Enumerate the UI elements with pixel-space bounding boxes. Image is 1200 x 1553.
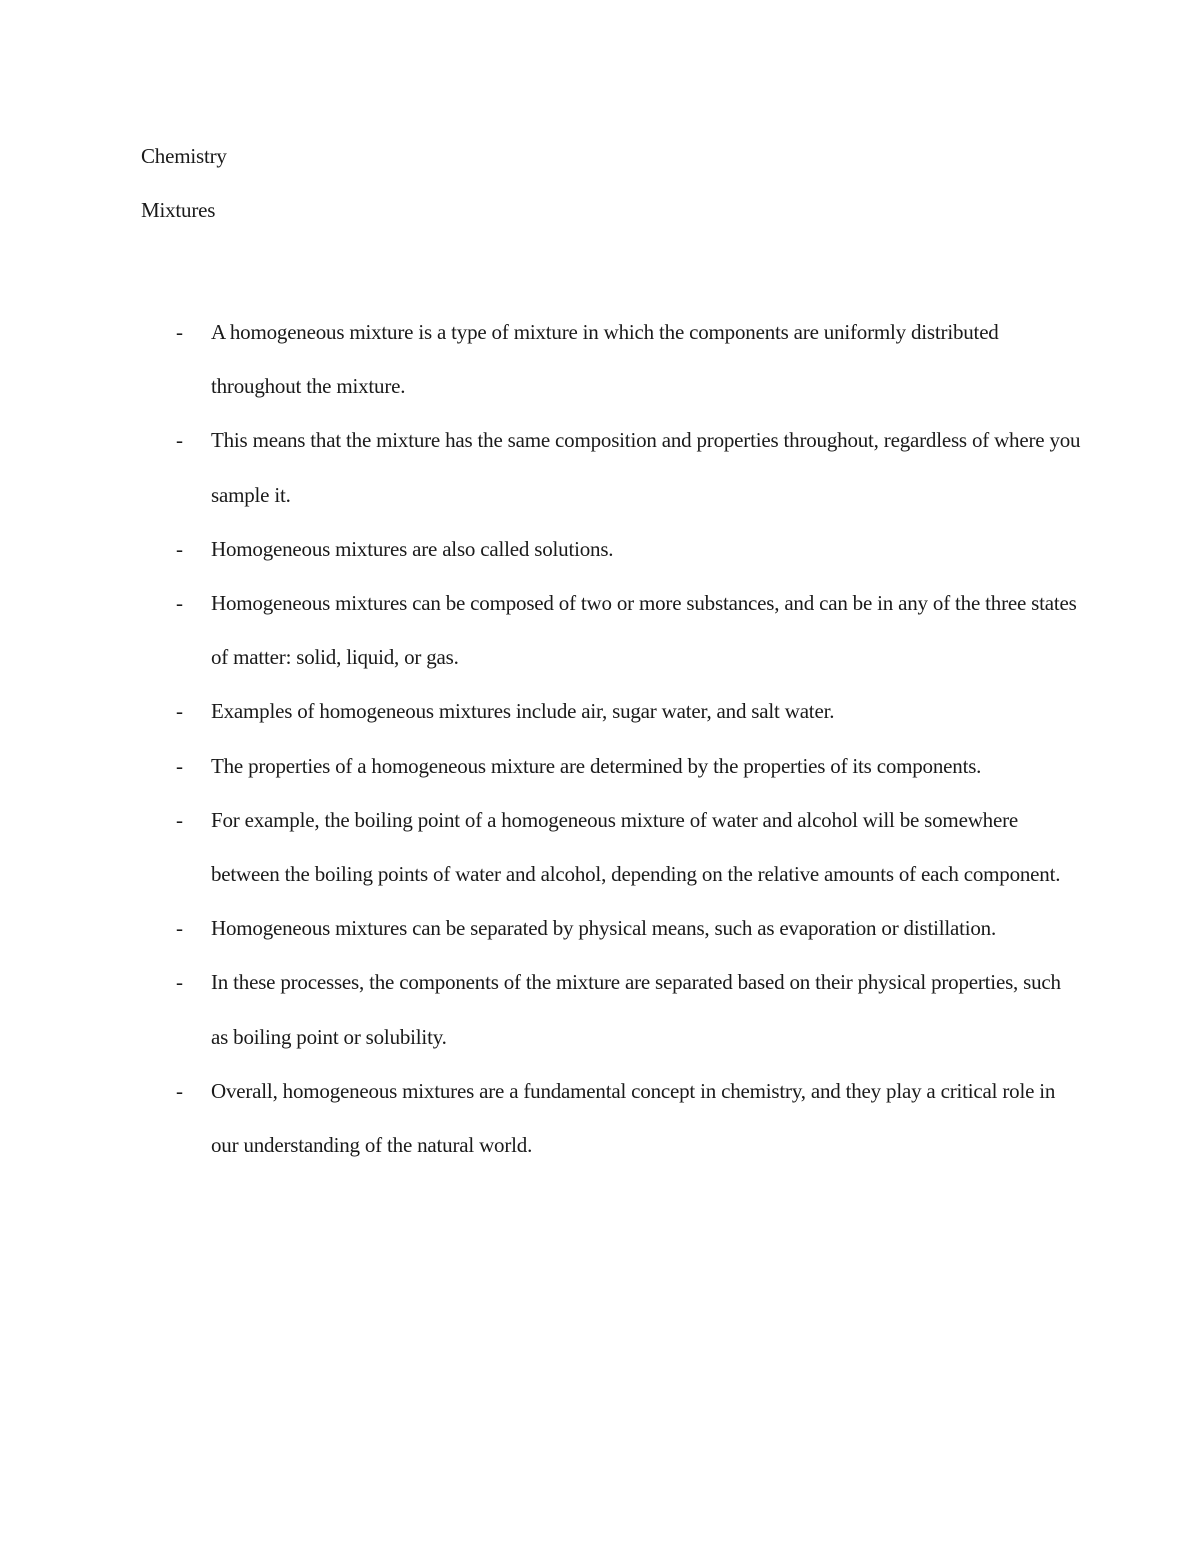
- bullet-text: A homogeneous mixture is a type of mixture in which the components are uniformly distributed throughout the mixture.: [211, 320, 999, 399]
- document-subtitle: Mixtures: [141, 198, 216, 222]
- document-title: Chemistry: [141, 144, 227, 168]
- list-item: [0, 739, 1081, 793]
- list-item: [0, 793, 1081, 901]
- bullet-text: Homogeneous mixtures can be separated by physical means, such as evaporation or distillation.: [211, 916, 997, 941]
- bullet-dash: -: [176, 536, 183, 561]
- bullet-dash: -: [176, 699, 183, 724]
- bullet-dash: -: [176, 428, 183, 453]
- bullet-dash: -: [176, 916, 183, 941]
- bullet-dash: -: [176, 753, 183, 778]
- list-item: [0, 1064, 1081, 1172]
- bullet-dash: -: [176, 807, 183, 832]
- bullet-text: In these processes, the components of the mixture are separated based on their physical properties, such as boiling point or solubility.: [211, 970, 1061, 1049]
- bullet-text: This means that the mixture has the same composition and properties throughout, regardless of where you sample it.: [211, 428, 1081, 507]
- bullet-text: Homogeneous mixtures can be composed of two or more substances, and can be in any of the three states of matter: solid, liquid, or gas.: [211, 591, 1077, 670]
- list-item: [0, 901, 1081, 955]
- bullet-text: The properties of a homogeneous mixture are determined by the properties of its components.: [211, 753, 982, 778]
- bullet-dash: -: [176, 1078, 183, 1103]
- list-item: [0, 576, 1081, 684]
- bullet-list: [0, 305, 1200, 1172]
- bullet-text: For example, the boiling point of a homogeneous mixture of water and alcohol will be somewhere between the boiling points of water and alcohol, depending on the relative amounts of each component.: [211, 807, 1061, 887]
- bullet-dash: -: [176, 591, 183, 616]
- bullet-text: Overall, homogeneous mixtures are a fundamental concept in chemistry, and they play a critical role in our understanding of the natural world.: [211, 1078, 1056, 1158]
- bullet-dash: -: [176, 970, 183, 995]
- bullet-text: Examples of homogeneous mixtures include air, sugar water, and salt water.: [211, 699, 835, 724]
- list-item: [0, 955, 1081, 1063]
- list-item: [0, 522, 1081, 576]
- bullet-dash: -: [176, 320, 183, 344]
- list-item: [0, 305, 1081, 413]
- list-item: [0, 684, 1081, 738]
- bullet-text: Homogeneous mixtures are also called solutions.: [211, 536, 614, 561]
- list-item: [0, 413, 1081, 521]
